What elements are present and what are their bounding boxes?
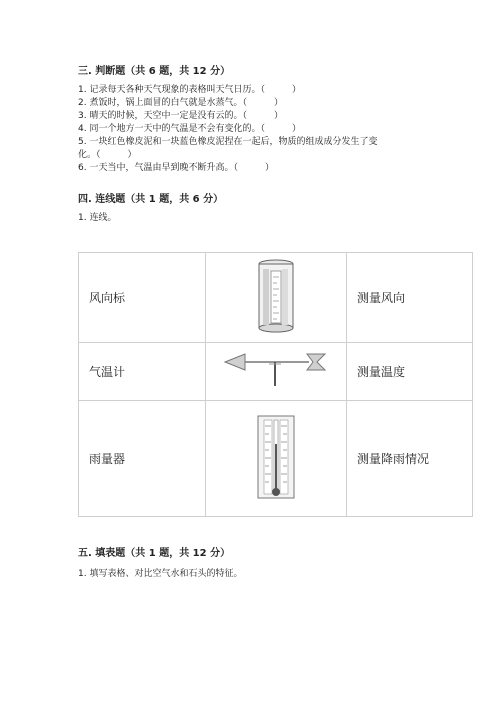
section3-item-5a: 5. 一块红色橡皮泥和一块蓝色橡皮泥捏在一起后，物质的组成成分发生了变 — [78, 137, 378, 147]
image-cell — [206, 343, 347, 401]
section5-question: 1. 填写表格、对比空气水和石头的特征。 — [78, 569, 243, 579]
rain-gauge-cylinder-image[interactable] — [254, 257, 298, 335]
left-label[interactable]: 雨量器 — [89, 452, 126, 466]
section3-item-4: 4. 同一个地方一天中的气温是不会有变化的。（ ） — [78, 124, 301, 134]
left-cell — [79, 401, 206, 517]
left-cell — [79, 343, 206, 401]
left-cell — [79, 253, 206, 343]
section4-question: 1. 连线。 — [78, 213, 117, 223]
thermometer-image[interactable] — [256, 414, 296, 500]
matching-table — [78, 252, 473, 517]
section4-heading: 四. 连线题（共 1 题，共 6 分） — [78, 194, 224, 205]
left-label[interactable]: 气温计 — [89, 365, 126, 379]
table-row — [79, 253, 473, 343]
image-cell — [206, 253, 347, 343]
section3-item-5b: 化。（ ） — [78, 150, 137, 160]
image-cell — [206, 401, 347, 517]
section3-item-3: 3. 晴天的时候，天空中一定是没有云的。（ ） — [78, 111, 283, 121]
right-label[interactable]: 测量降雨情况 — [357, 452, 430, 466]
section3-item-2: 2. 煮饭时，锅上面冒的白气就是水蒸气。（ ） — [78, 98, 283, 108]
table-row — [79, 343, 473, 401]
wind-vane-arrow-image[interactable] — [221, 350, 331, 390]
section3-heading: 三. 判断题（共 6 题，共 12 分） — [78, 66, 231, 77]
right-cell — [347, 343, 473, 401]
right-cell — [347, 253, 473, 343]
table-row — [79, 401, 473, 517]
right-label[interactable]: 测量风向 — [357, 291, 406, 305]
section3-item-6: 6. 一天当中，气温由早到晚不断升高。（ ） — [78, 163, 274, 173]
section5-heading: 五. 填表题（共 1 题，共 12 分） — [78, 548, 231, 559]
section3-item-1: 1. 记录每天各种天气现象的表格叫天气日历。（ ） — [78, 85, 301, 95]
right-cell — [347, 401, 473, 517]
right-label[interactable]: 测量温度 — [357, 365, 406, 379]
left-label[interactable]: 风向标 — [89, 291, 126, 305]
